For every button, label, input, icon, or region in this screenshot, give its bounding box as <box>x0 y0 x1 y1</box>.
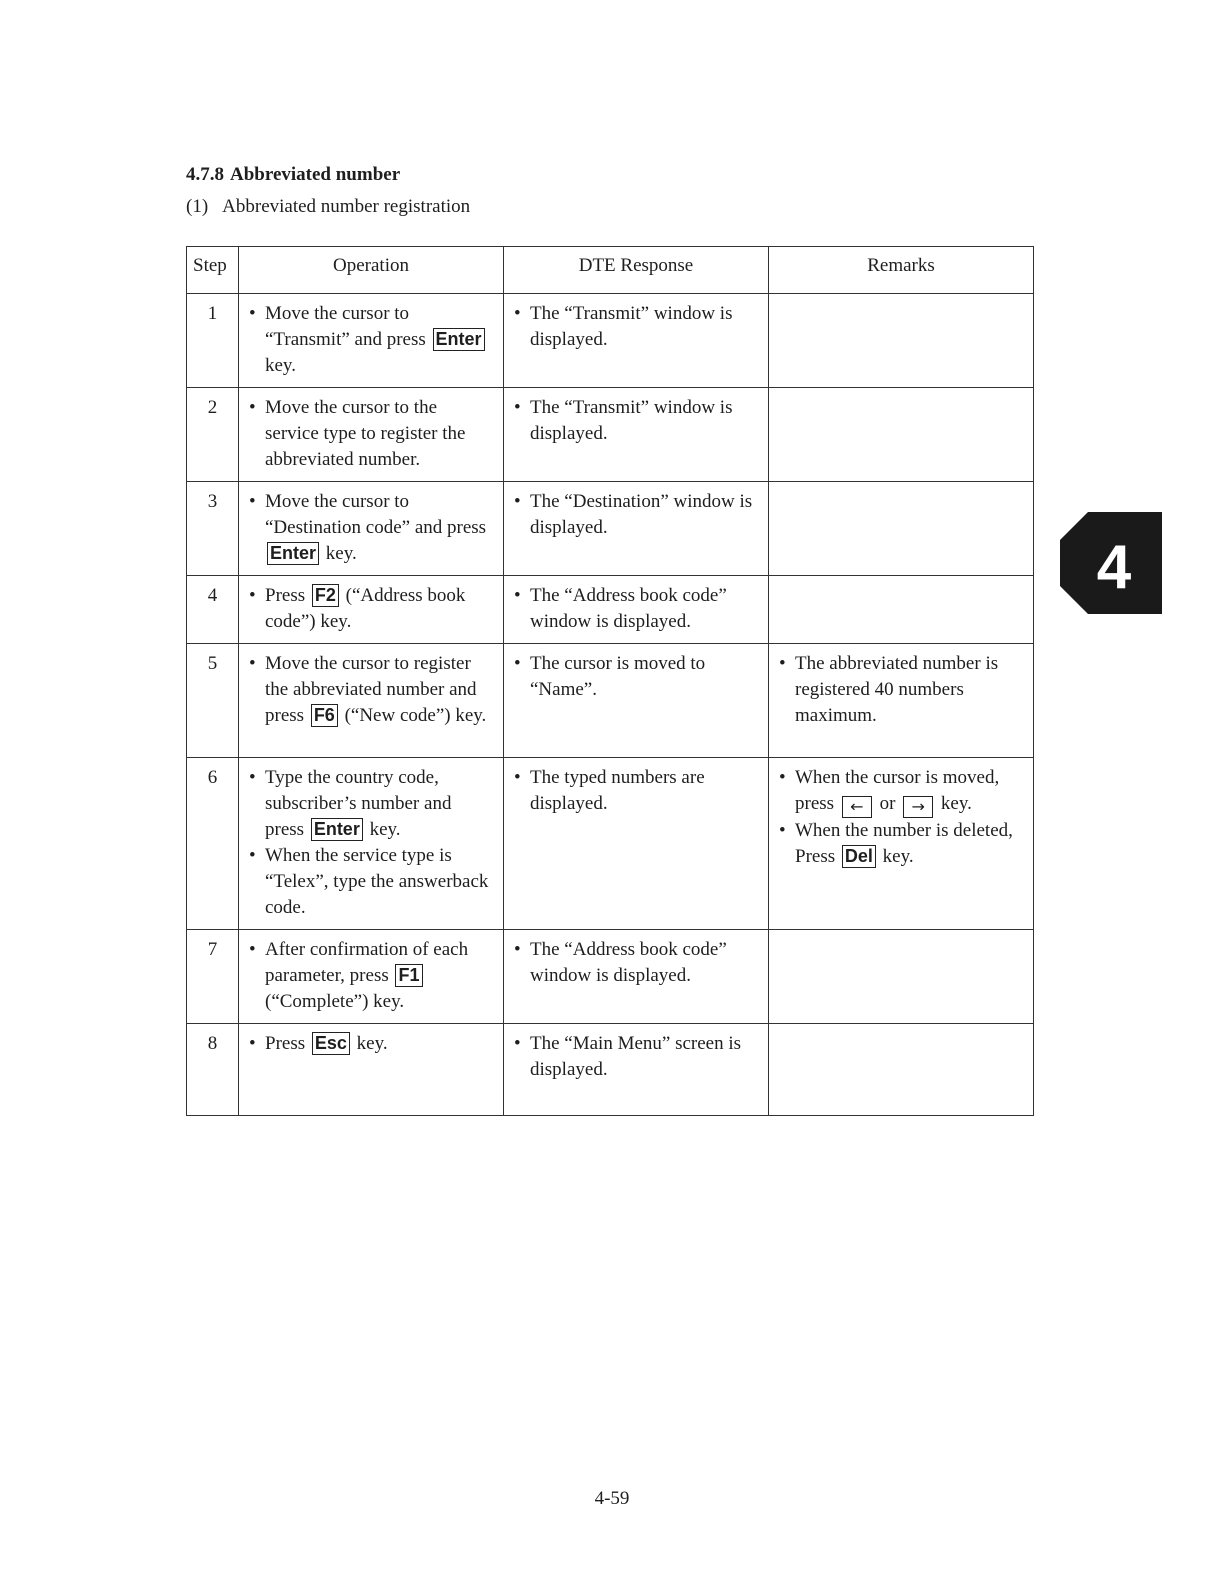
operation-text: When the service type is “Telex”, type the answerback code. <box>265 845 489 918</box>
subsection-title <box>186 196 470 218</box>
operation-text: Move the cursor to register the abbreviated number and press <box>265 653 477 726</box>
dte-response-cell <box>504 482 769 576</box>
step-number: 8 <box>187 1024 239 1116</box>
step-number: 6 <box>187 758 239 930</box>
chapter-tab-label: 4 <box>1096 533 1132 602</box>
operation-list <box>247 765 495 921</box>
operation-text: Press <box>265 585 310 606</box>
remark-list <box>777 651 1025 729</box>
remark-text: The abbreviated number is registered 40 numbers maximum. <box>795 653 999 726</box>
remarks-cell <box>769 644 1034 758</box>
step-number: 5 <box>187 644 239 758</box>
key-f2-icon: F2 <box>312 584 339 607</box>
remarks-cell <box>769 930 1034 1024</box>
operation-cell <box>239 644 504 758</box>
step-number: 7 <box>187 930 239 1024</box>
response-item: • The “Transmit” window is displayed. <box>512 395 760 447</box>
operation-text: key. <box>265 355 296 376</box>
remark-text: key. <box>936 793 972 814</box>
table-row <box>187 388 1034 482</box>
operation-item <box>247 583 495 635</box>
operation-text: (“New code”) key. <box>339 705 487 726</box>
operation-cell <box>239 388 504 482</box>
subsection-title-text: Abbreviated number registration <box>222 196 471 217</box>
table-row <box>187 1024 1034 1116</box>
operation-item <box>247 651 495 729</box>
operation-text: Type the country code, subscriber’s number and press <box>265 767 452 840</box>
header-operation: Operation <box>239 247 504 294</box>
operation-text: key. <box>364 819 401 840</box>
response-item: • The typed numbers are displayed. <box>512 765 760 817</box>
dte-response-cell <box>504 758 769 930</box>
response-item: • The “Address book code” window is displayed. <box>512 937 760 989</box>
key-del-icon: Del <box>842 845 876 868</box>
response-item: • The “Destination” window is displayed. <box>512 489 760 541</box>
dte-response-cell <box>504 644 769 758</box>
response-list <box>512 489 760 541</box>
subsection-number: (1) <box>186 196 209 217</box>
operation-list <box>247 937 495 1015</box>
response-list <box>512 395 760 447</box>
operation-item <box>247 301 495 379</box>
response-list <box>512 1031 760 1083</box>
right-arrow-key-icon: → <box>903 796 933 818</box>
step-number: 1 <box>187 294 239 388</box>
response-item: • The “Main Menu” screen is displayed. <box>512 1031 760 1083</box>
operation-text: (“Complete”) key. <box>265 991 405 1012</box>
remark-text: When the cursor is moved, press <box>795 767 1000 814</box>
remarks-cell <box>769 388 1034 482</box>
step-number: 2 <box>187 388 239 482</box>
remarks-cell <box>769 294 1034 388</box>
section-title-text: Abbreviated number <box>230 164 401 185</box>
key-enter-icon: Enter <box>267 542 319 565</box>
response-list <box>512 937 760 989</box>
operation-list <box>247 583 495 635</box>
response-item: • The “Address book code” window is displayed. <box>512 583 760 635</box>
operation-item <box>247 1031 495 1057</box>
response-list <box>512 583 760 635</box>
table-row <box>187 294 1034 388</box>
operation-text: Move the cursor to the service type to register the abbreviated number. <box>265 397 466 470</box>
dte-response-cell <box>504 576 769 644</box>
operation-cell <box>239 930 504 1024</box>
left-arrow-key-icon: ← <box>842 796 872 818</box>
remarks-cell <box>769 758 1034 930</box>
key-f6-icon: F6 <box>311 704 338 727</box>
operation-text: Move the cursor to “Destination code” and press <box>265 491 487 538</box>
page-number: 4-59 <box>594 1488 630 1509</box>
key-enter-icon: Enter <box>311 818 363 841</box>
table-row <box>187 758 1034 930</box>
remark-text: When the number is deleted, Press <box>795 820 1013 867</box>
dte-response-cell <box>504 388 769 482</box>
operation-list <box>247 651 495 729</box>
table-row <box>187 930 1034 1024</box>
key-enter-icon: Enter <box>433 328 485 351</box>
operation-text: key. <box>321 543 357 564</box>
table-row <box>187 576 1034 644</box>
operation-cell <box>239 294 504 388</box>
remark-item <box>777 818 1025 870</box>
procedure-table <box>186 246 1034 1116</box>
remarks-cell <box>769 1024 1034 1116</box>
response-list <box>512 301 760 353</box>
operation-cell <box>239 758 504 930</box>
operation-item <box>247 395 495 473</box>
response-list <box>512 765 760 817</box>
operation-list <box>247 489 495 567</box>
remarks-cell <box>769 482 1034 576</box>
operation-cell <box>239 482 504 576</box>
operation-text: After confirmation of each parameter, press <box>265 939 469 986</box>
operation-item <box>247 765 495 843</box>
response-item: • The “Transmit” window is displayed. <box>512 301 760 353</box>
chapter-tab <box>1060 512 1162 614</box>
dte-response-cell <box>504 294 769 388</box>
remark-text: key. <box>877 846 914 867</box>
remark-text: or <box>874 793 901 814</box>
response-item: • The cursor is moved to “Name”. <box>512 651 760 703</box>
operation-list <box>247 1031 495 1057</box>
operation-cell <box>239 576 504 644</box>
operation-item <box>247 843 495 921</box>
response-list <box>512 651 760 703</box>
section-number: 4.7.8 <box>186 164 224 185</box>
key-f1-icon: F1 <box>395 964 422 987</box>
operation-text: (“Address book code”) key. <box>265 585 466 632</box>
table-header-row <box>187 247 1034 294</box>
header-remarks: Remarks <box>769 247 1034 294</box>
operation-text: key. <box>351 1033 388 1054</box>
key-esc-icon: Esc <box>312 1032 350 1055</box>
header-step: Step <box>187 247 239 294</box>
dte-response-cell <box>504 1024 769 1116</box>
step-number: 4 <box>187 576 239 644</box>
remark-item <box>777 651 1025 729</box>
table-row <box>187 482 1034 576</box>
operation-text: Press <box>265 1033 310 1054</box>
operation-list <box>247 301 495 379</box>
header-dte-response: DTE Response <box>504 247 769 294</box>
operation-item <box>247 937 495 1015</box>
step-number: 3 <box>187 482 239 576</box>
table-row <box>187 644 1034 758</box>
remark-list <box>777 765 1025 870</box>
operation-cell <box>239 1024 504 1116</box>
operation-list <box>247 395 495 473</box>
operation-item <box>247 489 495 567</box>
dte-response-cell <box>504 930 769 1024</box>
remarks-cell <box>769 576 1034 644</box>
operation-text: Move the cursor to “Transmit” and press <box>265 303 431 350</box>
remark-item <box>777 765 1025 818</box>
section-title <box>186 164 400 186</box>
